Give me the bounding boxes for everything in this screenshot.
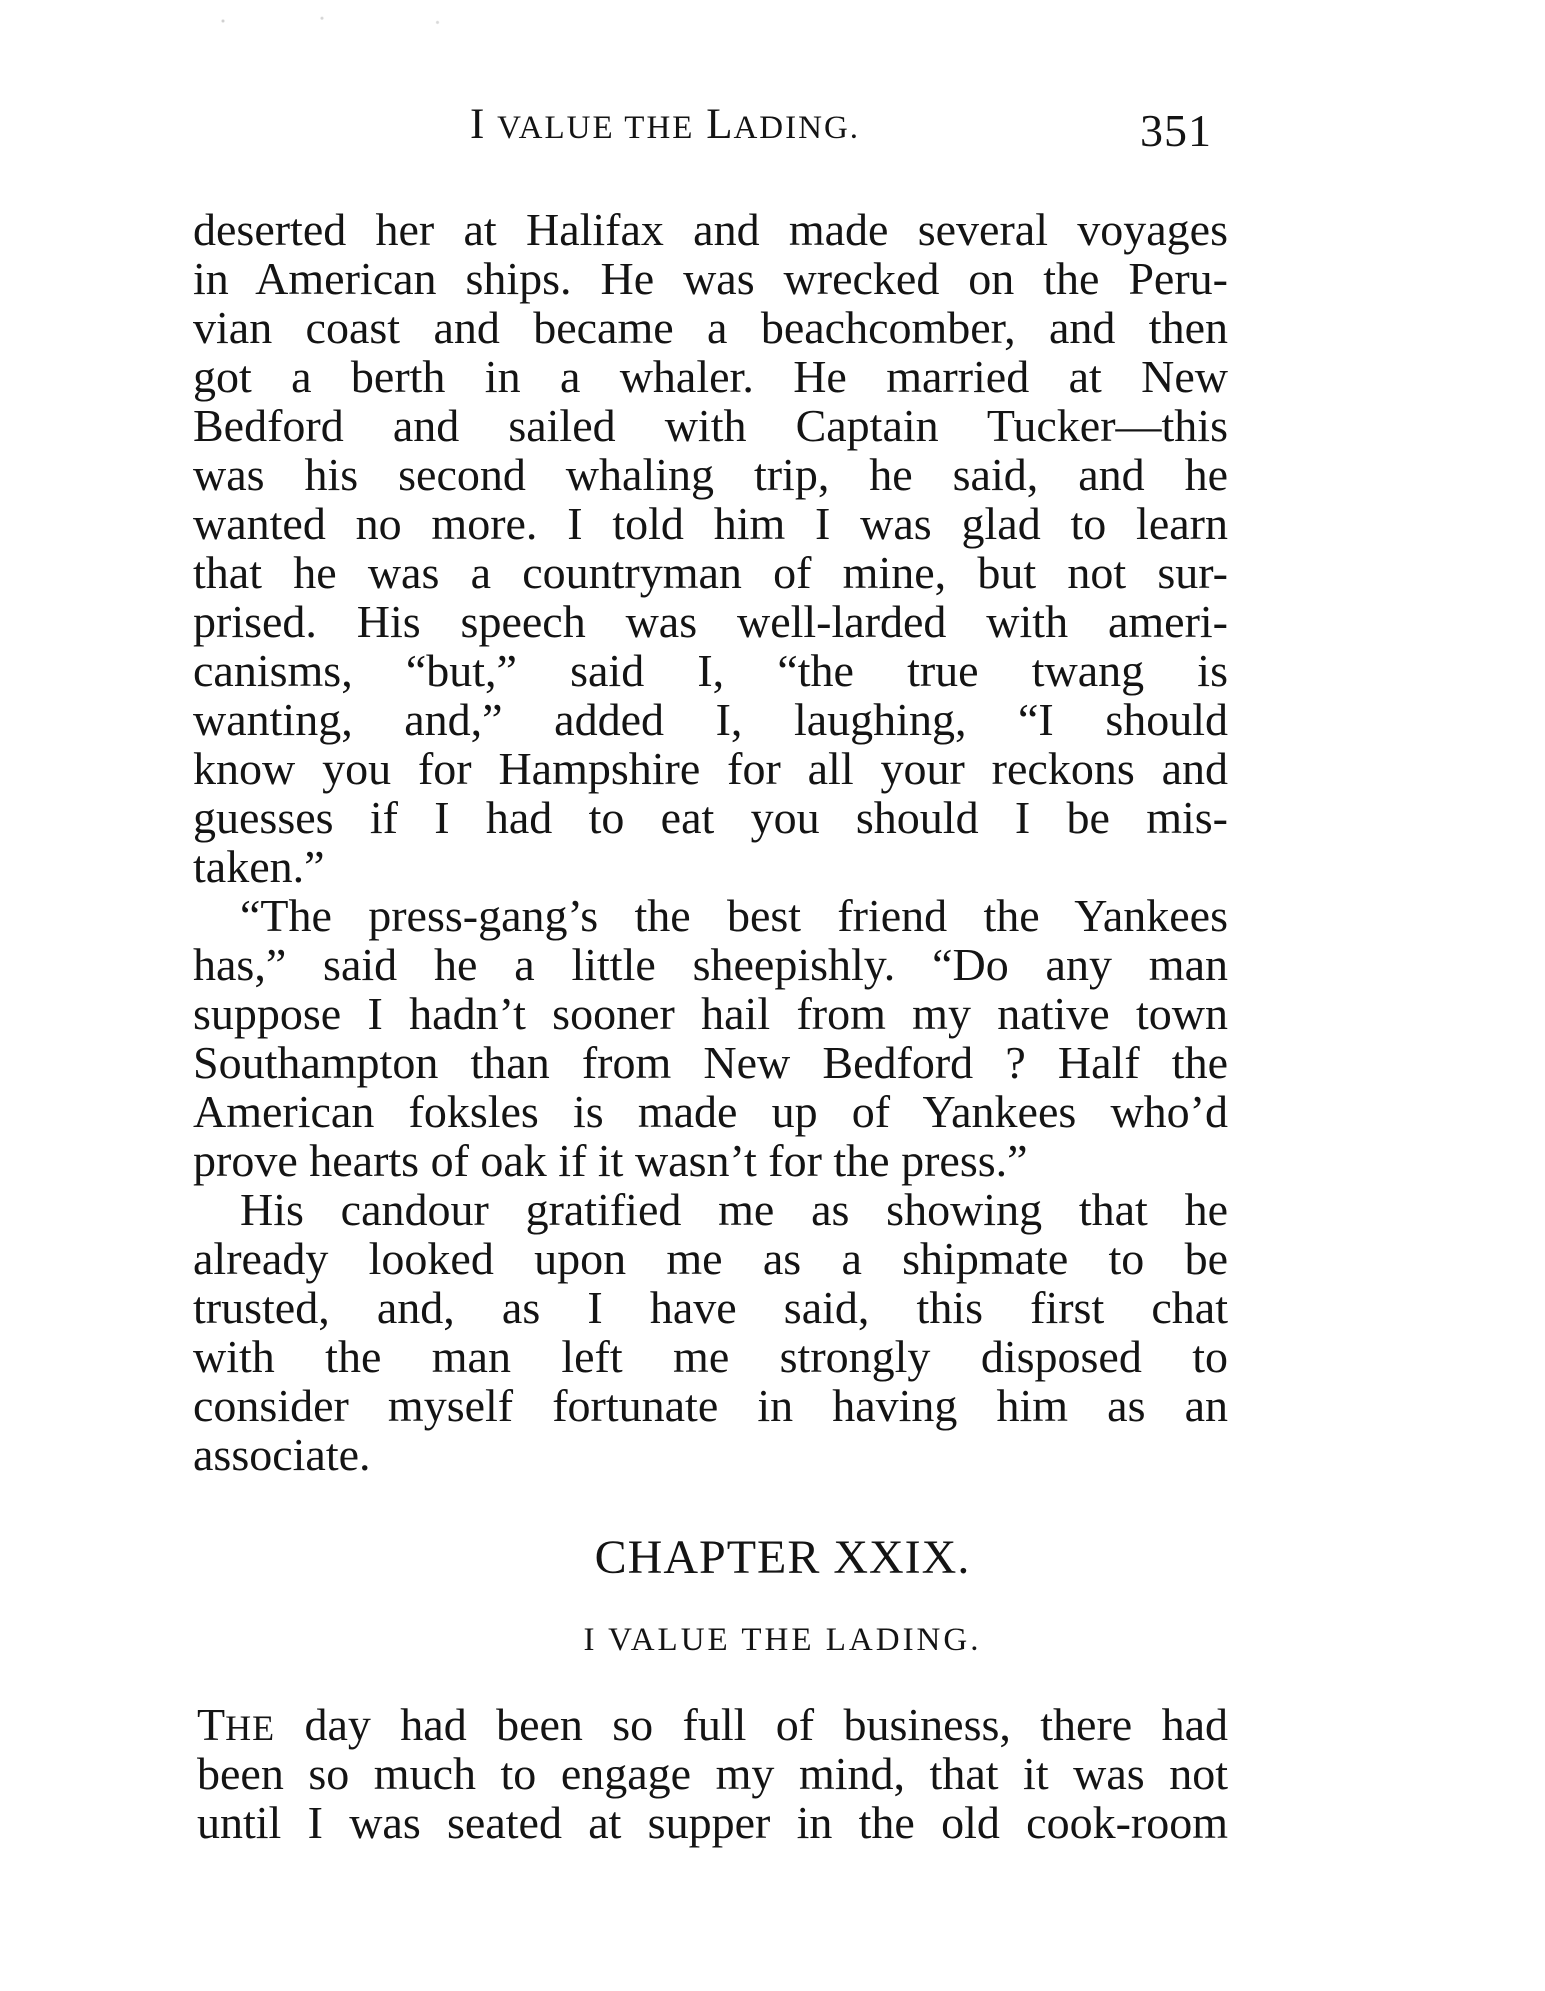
text-line: consider myself fortunate in having him as an [193, 1380, 1228, 1431]
text-line: American foksles is made up of Yankees who’d [193, 1086, 1228, 1137]
text-line: guesses if I had to eat you should I be mis- [193, 792, 1228, 843]
text-line: taken.” [193, 841, 325, 892]
text-line: prove hearts of oak if it wasn’t for the press.” [193, 1135, 1028, 1186]
text-line: know you for Hampshire for all your reckons and [193, 743, 1228, 794]
drop-cap-smallcaps: HE [225, 1708, 276, 1748]
text-line: canisms, “but,” said I, “the true twang is [193, 645, 1228, 696]
text-line-first [197, 1700, 1228, 1750]
text-line: prised. His speech was well-larded with ameri- [193, 596, 1228, 647]
text-line: in American ships. He was wrecked on the Peru- [193, 253, 1228, 304]
text-line: vian coast and became a beachcomber, and then [193, 302, 1228, 353]
page-number: 351 [1140, 105, 1212, 156]
text-line: with the man left me strongly disposed to [193, 1331, 1228, 1382]
text-line: been so much to engage my mind, that it was not [197, 1748, 1228, 1799]
text-line-rest: day had been so full of business, there had [275, 1699, 1228, 1750]
text-line: Southampton than from New Bedford ? Half the [193, 1037, 1228, 1088]
text-line: suppose I hadn’t sooner hail from my native town [193, 988, 1228, 1039]
drop-cap: T [197, 1699, 226, 1750]
text-line: associate. [193, 1429, 371, 1480]
text-line: was his second whaling trip, he said, and he [193, 449, 1228, 500]
text-line: “The press-gang’s the best friend the Yankees [240, 890, 1228, 941]
running-head-cap: L [706, 101, 734, 148]
scan-speck [190, 14, 520, 28]
chapter-title: I VALUE THE LADING. [583, 1622, 982, 1658]
text-line: until I was seated at supper in the old cook-room [197, 1797, 1228, 1848]
running-head [470, 100, 860, 149]
running-head-initial: I [470, 101, 486, 148]
text-line: already looked upon me as a shipmate to be [193, 1233, 1228, 1284]
text-line: Bedford and sailed with Captain Tucker—this [193, 400, 1228, 451]
running-head-tail: ADING. [733, 110, 861, 146]
text-line: that he was a countryman of mine, but not sur- [193, 547, 1228, 598]
text-line: wanting, and,” added I, laughing, “I should [193, 694, 1228, 745]
text-line: trusted, and, as I have said, this first chat [193, 1282, 1228, 1333]
chapter-heading: CHAPTER XXIX. [594, 1531, 971, 1584]
text-line: His candour gratified me as showing that he [240, 1184, 1228, 1235]
text-line: deserted her at Halifax and made several voyages [193, 204, 1228, 255]
text-line: wanted no more. I told him I was glad to learn [193, 498, 1228, 549]
text-line: got a berth in a whaler. He married at New [193, 351, 1228, 402]
text-line: has,” said he a little sheepishly. “Do any man [193, 939, 1228, 990]
running-head-smallcaps: VALUE THE [497, 110, 695, 146]
